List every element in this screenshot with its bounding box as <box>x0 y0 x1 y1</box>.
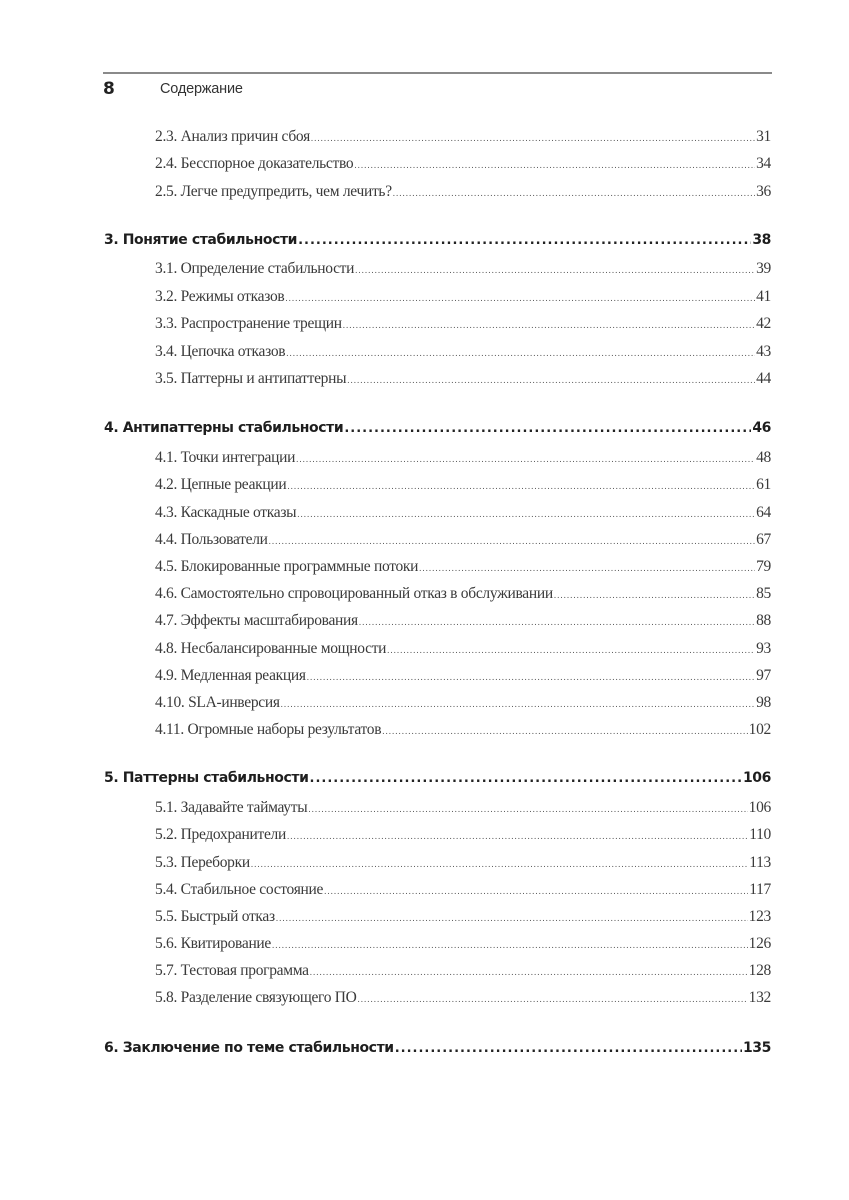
toc-entry-title: 2.4. Бесспорное доказательство <box>155 155 354 172</box>
toc-entry[interactable] <box>155 694 771 712</box>
dot-leader <box>297 509 755 519</box>
toc-chapter[interactable] <box>104 770 771 786</box>
toc-entry[interactable] <box>155 935 771 953</box>
toc-entry-title: 4.5. Блокированные программные потоки <box>155 558 419 575</box>
toc-entry[interactable] <box>155 826 771 844</box>
toc-entry-page: 132 <box>748 989 771 1006</box>
dot-leader <box>307 672 755 682</box>
toc-entry[interactable] <box>155 183 771 201</box>
toc-chapter-page: 46 <box>752 420 771 436</box>
dot-leader <box>393 188 755 198</box>
toc-entry-page: 44 <box>756 370 771 387</box>
toc-entry-page: 36 <box>756 183 771 200</box>
toc-entry[interactable] <box>155 504 771 522</box>
toc-entry-title: 2.3. Анализ причин сбоя <box>155 128 310 145</box>
toc-entry-title: 4.1. Точки интеграции <box>155 449 296 466</box>
toc-entry-title: 3.5. Паттерны и антипаттерны <box>155 370 347 387</box>
toc-entry[interactable] <box>155 558 771 576</box>
toc-entry[interactable] <box>155 315 771 333</box>
toc-chapter-page: 38 <box>752 232 771 248</box>
toc-entry-title: 5.5. Быстрый отказ <box>155 908 275 925</box>
toc-entry-page: 43 <box>756 343 771 360</box>
toc-entry-title: 5.3. Переборки <box>155 854 250 871</box>
dot-leader <box>296 454 755 464</box>
dot-leader <box>285 293 755 303</box>
toc-entry-title: 4.10. SLA-инверсия <box>155 694 280 711</box>
toc-entry[interactable] <box>155 288 771 306</box>
toc-entry-title: 5.1. Задавайте таймауты <box>155 799 308 816</box>
toc-entry-title: 4.8. Несбалансированные мощности <box>155 640 387 657</box>
running-header-title: Содержание <box>160 81 243 97</box>
toc-entry-page: 110 <box>749 826 771 843</box>
toc-entry-page: 88 <box>756 612 771 629</box>
toc-entry-title: 5.6. Квитирование <box>155 935 272 952</box>
toc-entry-page: 98 <box>756 694 771 711</box>
toc-entry-title: 3.2. Режимы отказов <box>155 288 285 305</box>
toc-chapter-title: 3. Понятие стабильности <box>104 232 298 248</box>
dot-leader <box>419 563 755 573</box>
dot-leader <box>287 831 748 841</box>
toc-entry-page: 106 <box>748 799 771 816</box>
toc-entry-page: 67 <box>756 531 771 548</box>
toc-chapter-title: 6. Заключение по теме стабильности <box>104 1040 394 1056</box>
toc-entry-page: 85 <box>756 585 771 602</box>
toc-entry-title: 4.2. Цепные реакции <box>155 476 287 493</box>
dot-leader <box>310 967 748 977</box>
toc-entry[interactable] <box>155 585 771 603</box>
dot-leader <box>387 645 755 655</box>
toc-chapter[interactable] <box>104 1040 771 1056</box>
dot-leader <box>281 699 755 709</box>
toc-entry[interactable] <box>155 799 771 817</box>
toc-entry[interactable] <box>155 260 771 278</box>
dot-leader <box>347 375 755 385</box>
toc-entry[interactable] <box>155 667 771 685</box>
dot-leader <box>251 859 748 869</box>
toc-entry-page: 128 <box>748 962 771 979</box>
toc-entry-title: 5.7. Тестовая программа <box>155 962 309 979</box>
dot-leader <box>269 536 755 546</box>
toc-entry-page: 97 <box>756 667 771 684</box>
toc-entry[interactable] <box>155 128 771 146</box>
toc-entry[interactable] <box>155 908 771 926</box>
toc-entry-title: 4.7. Эффекты масштабирования <box>155 612 358 629</box>
page-number: 8 <box>103 79 115 99</box>
dot-leader <box>554 590 755 600</box>
toc-entry[interactable] <box>155 476 771 494</box>
toc-entry-title: 4.11. Огромные наборы результатов <box>155 721 382 738</box>
toc-entry[interactable] <box>155 531 771 549</box>
toc-chapter-title: 5. Паттерны стабильности <box>104 770 309 786</box>
toc-chapter-title: 4. Антипаттерны стабильности <box>104 420 344 436</box>
dot-leader <box>358 994 748 1004</box>
toc-entry-title: 4.3. Каскадные отказы <box>155 504 297 521</box>
toc-chapter-page: 106 <box>742 770 771 786</box>
dot-leader <box>343 320 755 330</box>
toc-entry-page: 39 <box>756 260 771 277</box>
dot-leader <box>359 617 755 627</box>
dot-leader <box>324 886 748 896</box>
toc-entry-title: 4.4. Пользователи <box>155 531 268 548</box>
toc-entry[interactable] <box>155 449 771 467</box>
dot-leader <box>286 348 755 358</box>
toc-entry-title: 5.8. Разделение связующего ПО <box>155 989 357 1006</box>
toc-entry-title: 3.1. Определение стабильности <box>155 260 355 277</box>
dot-leader <box>355 265 755 275</box>
dot-leader <box>344 421 751 436</box>
toc-entry-page: 61 <box>756 476 771 493</box>
dot-leader <box>308 804 747 814</box>
toc-chapter-page: 135 <box>742 1040 771 1056</box>
dot-leader <box>276 913 748 923</box>
toc-entry-page: 31 <box>756 128 771 145</box>
toc-entry-title: 4.6. Самостоятельно спровоцированный отказ в обслуживании <box>155 585 553 602</box>
toc-entry[interactable] <box>155 854 771 872</box>
toc-entry-title: 5.2. Предохранители <box>155 826 286 843</box>
toc-entry[interactable] <box>155 989 771 1007</box>
toc-entry[interactable] <box>155 155 771 173</box>
toc-entry-page: 93 <box>756 640 771 657</box>
toc-entry-page: 117 <box>749 881 771 898</box>
toc-entry-page: 126 <box>748 935 771 952</box>
header-rule <box>103 72 772 74</box>
toc-entry-page: 123 <box>748 908 771 925</box>
toc-entry-title: 3.4. Цепочка отказов <box>155 343 286 360</box>
toc-entry[interactable] <box>155 370 771 388</box>
toc-entry-page: 79 <box>756 558 771 575</box>
dot-leader <box>310 771 742 786</box>
dot-leader <box>311 133 755 143</box>
toc-entry[interactable] <box>155 640 771 658</box>
toc-entry-page: 64 <box>756 504 771 521</box>
dot-leader <box>287 481 755 491</box>
toc-entry-page: 42 <box>756 315 771 332</box>
toc-entry-page: 41 <box>756 288 771 305</box>
toc-entry-page: 48 <box>756 449 771 466</box>
toc-entry-title: 2.5. Легче предупредить, чем лечить? <box>155 183 392 200</box>
dot-leader <box>382 726 747 736</box>
toc-entry-title: 3.3. Распространение трещин <box>155 315 342 332</box>
toc-entry[interactable] <box>155 343 771 361</box>
dot-leader <box>272 940 748 950</box>
toc-entry[interactable] <box>155 962 771 980</box>
toc-entry[interactable] <box>155 721 771 739</box>
toc-entry-title: 4.9. Медленная реакция <box>155 667 306 684</box>
toc-chapter[interactable] <box>104 420 771 436</box>
toc-entry-page: 113 <box>749 854 771 871</box>
dot-leader <box>395 1041 742 1056</box>
toc-entry-title: 5.4. Стабильное состояние <box>155 881 324 898</box>
toc-entry-page: 34 <box>756 155 771 172</box>
dot-leader <box>298 233 751 248</box>
toc-entry[interactable] <box>155 612 771 630</box>
toc-chapter[interactable] <box>104 232 771 248</box>
toc-entry-page: 102 <box>748 721 771 738</box>
dot-leader <box>354 160 755 170</box>
toc-entry[interactable] <box>155 881 771 899</box>
